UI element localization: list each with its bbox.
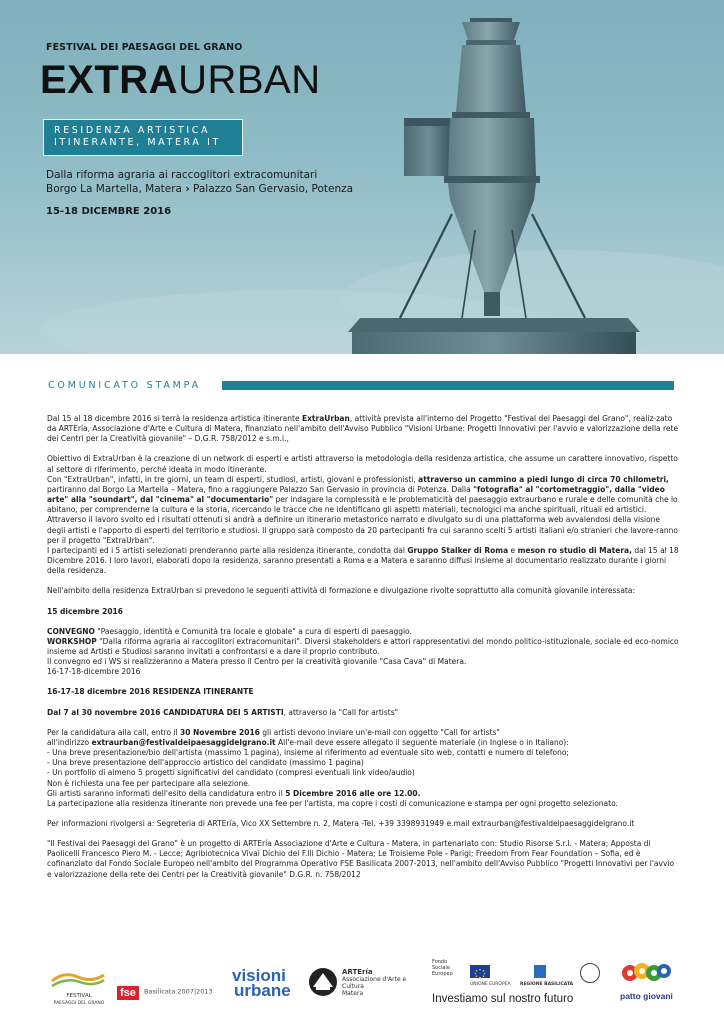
footer-note: "Il Festival dei Paesaggi del Grano" è un progetto di ARTEría Associazione d'Arte e Cultura - Matera, in partenariato con: Studio Risorse S.r.l. - Matera; Apposta di Paolicelli Francesco Piero M. - Lecce; Agribiotecnica Vivai Dichio dei F.lli Dichio - Matera; Le Troisieme Pole - Parigi; Freedom From Fear Foundation – Sofia, ed è cofinanziato dal Fondo Sociale Europeo nell'ambito del Programma Operativo FSE Basilicata 2007-2013, nell'ambito dell'Avviso Pubblico "Progetti Innovativi per l'avvio e valorizzazione della rete dei Centri per la Creatività giovanile" D.G.R. n. 758/2012: [47, 839, 675, 879]
residency-tag: [43, 119, 243, 156]
italy-emblem-icon: [580, 963, 600, 983]
arteria-name: ARTEría: [342, 968, 373, 976]
text-bold: Dal 7 al 30 novembre 2016 CANDIDATURA DEI 5 ARTISTI: [47, 707, 284, 717]
call-line-6: Non è richiesta una fee per partecipare alla selezione.: [47, 778, 251, 788]
text: Gli artisti saranno informati dell'esito della candidatura entro il: [47, 788, 286, 798]
brand-light: URBAN: [178, 58, 321, 102]
urbane-text: urbane: [234, 981, 291, 1000]
text-bold: WORKSHOP: [47, 636, 97, 646]
text-bold: 15 dicembre 2016: [47, 606, 123, 616]
call-line-7: [47, 789, 679, 799]
output-paragraph: [47, 515, 679, 545]
chevron-right-icon: ›: [185, 183, 190, 195]
eu-flag-icon: [470, 965, 490, 978]
sponsor-logos: [0, 955, 724, 1024]
text: "Dalla riforma agraria ai raccoglitori extracomunitari". Diversi stakeholders e attori rappresentativi del mondo politico-istituzionale, sociale ed eco-nomico insieme ad Artisti e Studiosi saranno invitati a confrontarsi e a dare il proprio contributo.: [47, 636, 679, 656]
text-bold: 5 Dicembre 2016 alle ore 12.00.: [285, 788, 421, 798]
text-bold: "fotografia" al "cortometraggio", dalla "video arte" alla "soundart", dal "cinema" al "documentario": [47, 484, 665, 505]
method-paragraph: [47, 475, 679, 516]
fse-logo: [117, 981, 225, 999]
press-release-body: [47, 414, 679, 880]
regione-label: REGIONE BASILICATA: [520, 982, 574, 987]
patto-1: patto: [620, 991, 641, 1001]
text: gli artisti devono inviare un'e-mail con oggetto "Call for artists": [259, 727, 500, 737]
residency-tag-line2: ITINERANTE, MATERA IT: [54, 137, 221, 148]
date-heading-3: [47, 708, 679, 718]
residency-tag-line1: RESIDENZA ARTISTICA: [54, 125, 211, 136]
festival-title: FESTIVAL DEI PAESAGGI DEL GRANO: [46, 42, 243, 53]
ue-label: UNIONE EUROPEA: [470, 982, 511, 987]
patto-giovani-logo: [620, 961, 684, 1001]
call-line-2: [47, 738, 679, 748]
event-dates: 15-18 DICEMBRE 2016: [46, 206, 172, 217]
date-heading-1: [47, 607, 679, 617]
funding-logos: [432, 959, 608, 1011]
activities-intro: Nell'ambito della residenza ExtraUrban si prevedono le seguenti attività di formazione e divulgazione rivolte soprattutto alla comunità giovanile interessata:: [47, 586, 635, 596]
text-bold: attraverso un cammino a piedi lungo di circa 70 chilometri,: [418, 474, 669, 484]
call-line-4: - Una breve presentazione dell'approccio artistico del candidato (massimo 1 pagina): [47, 758, 364, 768]
call-line-5: - Un portfolio di almeno 5 progetti significativi del candidato (compresi eventuali link video/audio): [47, 768, 415, 778]
text: all'indirizzo: [47, 737, 92, 747]
text: I partecipanti ed i 5 artisti selezionati prenderanno parte alla residenza itinerante, condotta dal: [47, 545, 408, 555]
call-line-8: La partecipazione alla residenza itinerante non prevede una fee per l'artista, ma copre i costi di comunicazione e stampa per ogni progetto selezionato.: [47, 798, 618, 808]
intro-paragraph: [47, 414, 679, 444]
brand-logo: [40, 60, 321, 100]
wheat-wave-icon: [50, 967, 106, 989]
text: "Paesaggio, identità e Comunità tra locale e globale" a cura di esperti di paesaggio.: [94, 626, 412, 636]
date-heading-2: [47, 687, 679, 697]
contact-info: Per informazioni rivolgersi a: Segreteria di ARTEría, Vico XX Settembre n. 2, Matera -Tel. +39 3398931949 e.mail extraurban@festivaldeipaesaggidelgrano.it: [47, 819, 635, 828]
route-from: Borgo La Martella, Matera: [46, 183, 182, 195]
call-line-3: - Una breve presentazione/bio dell'artista (massimo 1 pagina), insieme al riferimento ad eventuale sito web, contatti e numero di telefono;: [47, 748, 569, 758]
route-to: Palazzo San Gervasio, Potenza: [192, 183, 354, 195]
workshop-line: [47, 637, 679, 657]
hero-banner: [0, 0, 724, 354]
subtitle-line2: [46, 182, 353, 196]
objective-paragraph: [47, 454, 679, 474]
arteria-city: Matera: [342, 990, 364, 997]
arteria-sub: Associazione d'Arte e Cultura: [342, 976, 407, 990]
text: e: [508, 545, 518, 555]
text: Per la candidatura alla call, entro il: [47, 727, 180, 737]
people-icon: [620, 961, 672, 987]
text-bold: Gruppo Stalker di Roma: [407, 545, 509, 555]
text-bold: CONVEGNO: [47, 626, 95, 636]
patto-text: [620, 991, 684, 1001]
visioni-text: visioni: [232, 966, 286, 985]
text: , attraverso la "Call for artists": [283, 707, 399, 717]
email-link[interactable]: extraurban@festivaldeipaesaggidelgrano.it: [91, 737, 276, 747]
subtitle: [46, 168, 353, 196]
venue-line: Il convegno ed i WS si realizzeranno a Matera presso il Centro per la creatività giovanile "Casa Cava" di Matera.: [47, 657, 467, 667]
text: dal 15 al 18 Dicembre 2016. I loro lavori, elaborati dopo la residenza, saranno presentati a Roma e a Matera e saranno diffusi insieme al documentario realizzato durante i giorni della residenza.: [47, 545, 679, 576]
regione-crest-icon: [534, 965, 546, 978]
call-line-1: [47, 728, 679, 738]
text-bold: meson ro studio di Matera,: [517, 545, 632, 555]
patto-2: giovani: [643, 991, 673, 1001]
motto: Investiamo sul nostro futuro: [432, 993, 574, 1005]
festival-logo-text1: FESTIVAL: [66, 993, 92, 999]
fondo-sociale: [432, 959, 464, 977]
section-divider: [222, 381, 674, 390]
text-bold: 30 Novembre 2016: [179, 727, 260, 737]
text: partiranno dal Borgo La Martella – Matera, fino a raggiungere Palazzo San Gervasio in provincia di Potenza. Dalla: [47, 484, 474, 494]
festival-logo-text2: PAESAGGI DEL GRANO: [53, 1001, 105, 1006]
participants-paragraph: [47, 546, 679, 576]
venue-dates: 16-17-18-dicembre 2016: [47, 667, 141, 677]
arteria-text: [342, 969, 426, 997]
fondo-1: Fondo: [432, 959, 448, 965]
fondo-2: Sociale: [432, 965, 450, 971]
brand-bold: EXTRA: [40, 58, 179, 102]
arteria-emblem-icon: [308, 967, 338, 997]
section-label: COMUNICATO STAMPA: [48, 380, 201, 391]
text-bold: 16-17-18 dicembre 2016 RESIDENZA ITINERANTE: [47, 687, 254, 697]
fse-badge: fse: [117, 986, 139, 1000]
festival-logo: [50, 967, 108, 1007]
subtitle-line1: Dalla riforma agraria ai raccoglitori extracomunitari: [46, 169, 318, 181]
text: Obiettivo di ExtraUrban è la creazione di un network di esperti e artisti attraverso la metodologia della residenza artistica, che assume un carattere innovativo, rispetto al settore di riferimento, perché ideata in modo itinerante.: [47, 454, 678, 474]
text: All'e-mail deve essere allegato il seguente materiale (in Inglese o in Italiano):: [275, 737, 569, 747]
text: per indagare la complessità e le problematicità del paesaggio extraurbano e rurale e delle comunità che lo abitano, per comprenderne la cultura e la storia, ricercando le tracce che ne identificano gli aspetti materiali, tecnologici ma anche spirituali, rituali ed artistici.: [47, 495, 678, 515]
visioni-urbane-logo: [232, 968, 300, 998]
text: Dal 15 al 18 dicembre 2016 si terrà la residenza artistica itinerante: [47, 414, 302, 423]
text: Attraverso il lavoro svolto ed i risultati ottenuti si andrà a definire un itinerario metastorico narrato e divulgato su di una piattaforma web avvalendosi della visione degli artisti e l'apporto di esperti del territorio e studiosi. Il gruppo sarà composto da 20 partecipanti fra cui saranno scelti 5 artisti italiani e/o stranieri che lavore-ranno per il progetto "ExtraUrban".: [47, 515, 678, 545]
text-bold: ExtraUrban: [301, 414, 350, 423]
text: , attività prevista all'interno del Progetto "Festival dei Paesaggi del Grano", realiz-zato da ARTEría, Associazione d'Arte e Cultura di Matera, finanziato nell'ambito dell'Avviso Pubblico "Visioni Urbane: Progetti Innovativi per l'avvio e valorizzazione della rete dei Centri per la Creatività giovanile" – D.G.R. 758/2012 e s.m.i.,: [47, 414, 679, 444]
fse-text: Basilicata 2007|2013: [144, 987, 213, 996]
fondo-3: Europeo: [432, 971, 453, 977]
convegno-line: [47, 627, 679, 637]
text: Con "ExtraUrban", infatti, in tre giorni, un team di esperti, studiosi, artisti, giovani e professionisti,: [47, 474, 419, 484]
